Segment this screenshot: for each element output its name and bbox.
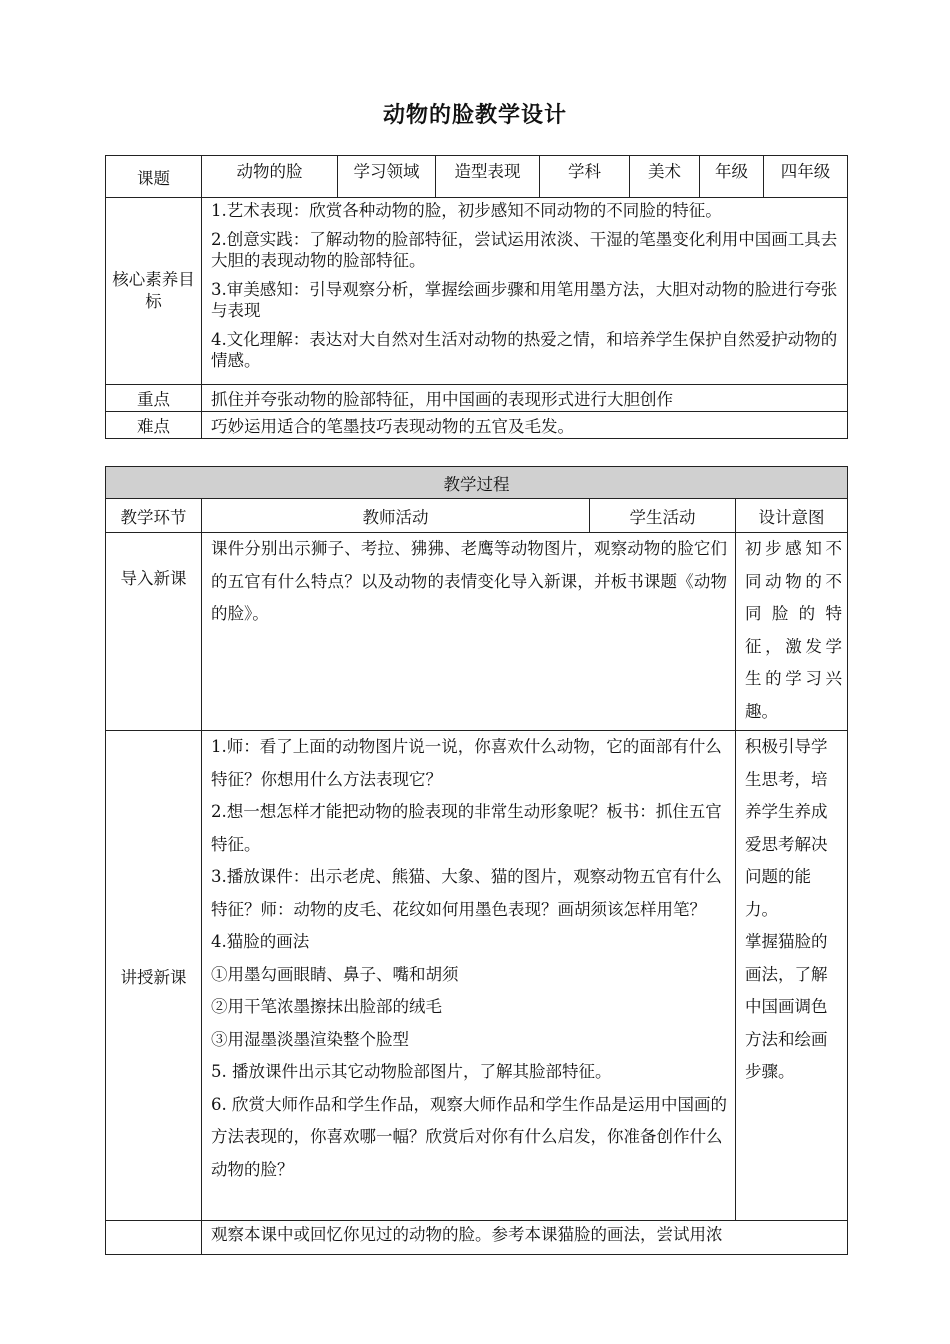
document-title: 动物的脸教学设计 — [382, 103, 567, 128]
teacher-activity-text: 1.师：看了上面的动物图片说一说，你喜欢什么动物，它的面部有什么特征？你想用什么方法表现它？ — [211, 737, 722, 789]
goal-item: 1.艺术表现：欣赏各种动物的脸，初步感知不同动物的不同脸的特征。 — [211, 201, 722, 220]
subject-label: 学科 — [540, 156, 630, 198]
teacher-activity-practice — [202, 1221, 848, 1255]
intent-text: 初步感知不同动物的不同脸的特征，激发学生的学习兴趣。 — [745, 539, 842, 721]
teacher-activity-text: ③用湿墨淡墨渲染整个脸型 — [211, 1029, 409, 1049]
teacher-activity-text: 3.播放课件：出示老虎、熊猫、大象、猫的图片，观察动物五官有什么特征？师：动物的皮毛、花纹如何用墨色表现？画胡须该怎样用笔？ — [211, 867, 722, 919]
process-header: 教学过程 — [106, 467, 848, 499]
stage-new-lesson: 讲授新课 — [106, 731, 202, 1221]
table-row — [106, 533, 848, 731]
subject-value: 美术 — [630, 156, 700, 198]
table-row — [106, 731, 848, 1221]
teacher-activity-text: 观察本课中或回忆你见过的动物的脸。参考本课猫脸的画法，尝试用浓 — [211, 1225, 723, 1244]
stage-intro: 导入新课 — [106, 533, 202, 731]
domain-value: 造型表现 — [436, 156, 540, 198]
grade-label: 年级 — [700, 156, 764, 198]
course-info-table — [105, 155, 848, 439]
column-header-student: 学生活动 — [590, 499, 736, 533]
intent-text: 积极引导学生思考，培养学生养成爱思考解决问题的能力。 — [745, 737, 828, 919]
column-header-teacher: 教师活动 — [202, 499, 590, 533]
teacher-activity-text: 课件分别出示狮子、考拉、狒狒、老鹰等动物图片，观察动物的脸它们的五官有什么特点？以及动物的表情变化导入新课，并板书课题《动物的脸》。 — [211, 539, 727, 623]
teacher-activity-text: 4.猫脸的画法 — [211, 932, 310, 951]
goal-item: 3.审美感知：引导观察分析，掌握绘画步骤和用笔用墨方法，大胆对动物的脸进行夸张与表现 — [211, 280, 838, 320]
teacher-activity-intro — [202, 533, 736, 731]
teacher-activity-text: ①用墨勾画眼睛、鼻子、嘴和胡须 — [211, 964, 459, 984]
teacher-activity-new-lesson — [202, 731, 736, 1221]
key-point-value: 抓住并夸张动物的脸部特征，用中国画的表现形式进行大胆创作 — [202, 385, 848, 412]
goal-item: 4.文化理解：表达对大自然对生活对动物的热爱之情，和培养学生保护自然爱护动物的情感。 — [211, 330, 838, 370]
core-literacy-label: 核心素养目 标 — [106, 198, 202, 385]
topic-label: 课题 — [106, 156, 202, 198]
intent-text: 掌握猫脸的画法，了解中国画调色方法和绘画步骤。 — [745, 932, 828, 1081]
goal-item: 2.创意实践：了解动物的脸部特征，尝试运用浓淡、干湿的笔墨变化利用中国画工具去大胆的表现动物的脸部特征。 — [211, 230, 838, 270]
teacher-activity-text: 2.想一想怎样才能把动物的脸表现的非常生动形象呢？板书：抓住五官特征。 — [211, 802, 722, 854]
column-header-intent: 设计意图 — [736, 499, 848, 533]
teacher-activity-text: 5. 播放课件出示其它动物脸部图片，了解其脸部特征。 — [211, 1062, 612, 1081]
intent-new-lesson — [736, 731, 848, 1221]
grade-value: 四年级 — [764, 156, 848, 198]
key-point-label: 重点 — [106, 385, 202, 412]
table-row — [106, 1221, 848, 1255]
intent-intro — [736, 533, 848, 731]
difficulty-label: 难点 — [106, 412, 202, 439]
domain-label: 学习领域 — [338, 156, 436, 198]
stage-practice — [106, 1221, 202, 1255]
column-header-stage: 教学环节 — [106, 499, 202, 533]
teaching-process-table — [105, 466, 848, 1255]
core-literacy-goals — [202, 198, 848, 385]
teacher-activity-text: 6. 欣赏大师作品和学生作品，观察大师作品和学生作品是运用中国画的方法表现的，你喜欢哪一幅？欣赏后对你有什么启发，你准备创作什么动物的脸？ — [211, 1094, 727, 1179]
teacher-activity-text: ②用干笔浓墨擦抹出脸部的绒毛 — [211, 997, 442, 1016]
difficulty-value: 巧妙运用适合的笔墨技巧表现动物的五官及毛发。 — [202, 412, 848, 439]
topic-value: 动物的脸 — [202, 156, 338, 198]
